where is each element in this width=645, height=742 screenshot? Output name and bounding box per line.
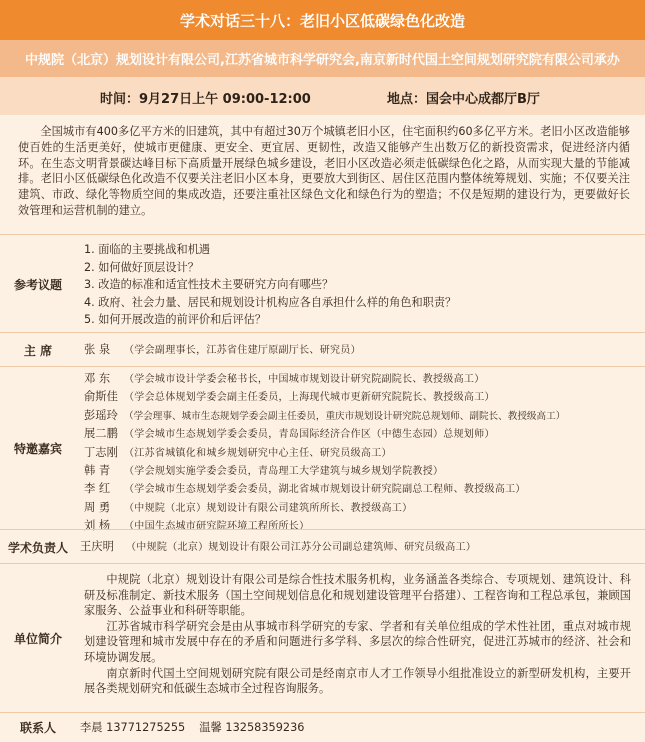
guests-label: 特邀嘉宾 (13, 442, 62, 456)
guest-row (84, 370, 633, 388)
event-time: 时间：9月27日上午 09:00-12:00 (100, 92, 311, 107)
guest-row (84, 425, 633, 443)
guest-row (84, 444, 633, 462)
org-paragraph: 江苏省城市科学研究会是由从事城市科学研究的专家、学者和有关单位组成的学术性社团，重点对城市规划建设管理和城市发展中存在的矛盾和问题进行多学科、多层次的综合性研究，促进江苏城市的经济、社会和环境协调发展。 (84, 619, 631, 664)
guest-row (84, 499, 633, 517)
org-paragraph: 南京新时代国土空间规划研究院有限公司是经南京市人才工作领导小组批准设立的新型研发机构，主要开展各类规划研究和低碳生态城市全过程咨询服务。 (84, 666, 631, 696)
guest-row (84, 388, 633, 406)
guest-name: 俞斯佳 (84, 390, 118, 404)
guest-name: 展二鹏 (84, 427, 118, 441)
contact-details (80, 719, 633, 735)
organizations-text (84, 572, 631, 697)
guest-title: （中规院（北京）规划设计有限公司建筑所所长、教授级高工） (124, 502, 413, 514)
guest-row (84, 462, 633, 480)
organizations-label: 单位简介 (13, 632, 62, 646)
organizers-banner (0, 40, 645, 77)
topic-item: 5. 如何开展改造的前评价和后评估？ (84, 313, 267, 327)
guest-title: （学会城市生态规划学委会委员，青岛国际经济合作区（中德生态园）总规划师） (124, 429, 495, 441)
topics-list (84, 241, 633, 329)
chair-title: （学会副理事长，江苏省住建厅原副厅长、研究员） (124, 345, 361, 356)
guest-name: 李 红 (84, 482, 111, 496)
topic-item: 1. 面临的主要挑战和机遇 (84, 243, 211, 256)
time-location-banner (0, 77, 645, 115)
academic-lead-section (0, 529, 645, 564)
event-title-banner (0, 0, 645, 40)
academic-lead-name: 王庆明 (80, 540, 114, 553)
event-title: 学术对话三十八：老旧小区低碳绿色化改造 (179, 11, 465, 30)
event-location: 地点：国会中心成都厅B厅 (387, 92, 540, 107)
guest-name: 周 勇 (84, 500, 111, 514)
guest-row (84, 407, 633, 425)
topic-item: 4. 政府、社会力量、居民和规划设计机构应各自承担什么样的角色和职责？ (84, 295, 457, 309)
organizations-section (0, 563, 645, 713)
chair-entry (84, 341, 633, 359)
topic-item: 2. 如何做好顶层设计？ (84, 260, 199, 274)
contact-person: 李晨 13771275255 (80, 721, 186, 734)
guest-title: （学会城市生态规划学委会委员，湖北省城市规划设计研究院副总工程师、教授级高工） (124, 484, 526, 496)
topic-item: 3. 改造的标准和适宜性技术主要研究方向有哪些？ (84, 278, 334, 292)
contact-person: 温馨 13258359236 (199, 721, 305, 734)
contact-section (0, 712, 645, 742)
guest-name: 韩 青 (84, 464, 111, 478)
guest-title: （中国生态城市研究院环境工程所所长） (124, 521, 310, 533)
topics-label: 参考议题 (13, 277, 62, 292)
guest-name: 丁志刚 (84, 445, 118, 459)
org-paragraph: 中规院（北京）规划设计有限公司是综合性技术服务机构，业务涵盖各类综合、专项规划、建筑设计、科研及标准制定、新技术服务（国土空间规划信息化和规划建设管理平台搭建）、工程咨询和工程总承包，兼顾国家服务、公益事业和科研等职能。 (84, 573, 631, 618)
academic-lead-entry (80, 538, 633, 556)
chair-label: 主 席 (23, 343, 53, 358)
organizers-text: 中规院（北京）规划设计有限公司,江苏省城市科学研究会,南京新时代国土空间规划研究院有限公司承办 (25, 53, 620, 68)
guests-list (84, 370, 633, 536)
guest-title: （江苏省城镇化和城乡规划研究中心主任、研究员级高工） (124, 447, 392, 459)
academic-lead-title: （中规院（北京）规划设计有限公司江苏分公司副总建筑师、研究员级高工） (126, 542, 477, 553)
guest-title: （学会总体规划学委会副主任委员，上海现代城市更新研究院院长、教授级高工） (124, 392, 495, 404)
chair-section (0, 332, 645, 367)
guest-name: 刘 杨 (84, 519, 111, 533)
guest-title: （学会规划实施学委会委员，青岛理工大学建筑与城乡规划学院教授） (124, 466, 444, 478)
chair-name: 张 泉 (84, 343, 111, 356)
contact-label: 联系人 (19, 721, 56, 735)
intro-paragraph: 全国城市有400多亿平方米的旧建筑，其中有超过30万个城镇老旧小区，住宅面积约60多亿平方米。老旧小区改造能够使百姓的生活更美好，使城市更健康、更安全、更宜居、更韧性，改造又能够产生出数万亿的新投资需求，促进经济内循环。在生态文明背景碳达峰目标下高质量开展绿色城乡建设，老旧小区改造必须走低碳绿色化之路，从而实现大量的节能减排。老旧小区低碳绿色化改造不仅要关注老旧小区本身，更要放大到街区、居住区范围内整体统筹规划、实施；不仅要关注建筑、市政、绿化等物质空间的集成改造，还要注重社区绿色文化和绿色行为的塑造；不仅是短期的建设行为，更要做好长效管理和运营机制的建立。 (18, 125, 630, 217)
topics-section (0, 234, 645, 333)
guest-row (84, 480, 633, 498)
guest-title: （学会城市设计学委会秘书长，中国城市规划设计研究院副院长、教授级高工） (124, 374, 485, 385)
guest-name: 邓 东 (84, 372, 111, 385)
guest-title: （学会理事、城市生态规划学委会副主任委员，重庆市规划设计研究院总规划师、副院长、教授级高工） (124, 410, 566, 422)
academic-lead-label: 学术负责人 (7, 540, 68, 555)
guests-section (0, 366, 645, 533)
guest-name: 彭瑶玲 (84, 408, 118, 422)
